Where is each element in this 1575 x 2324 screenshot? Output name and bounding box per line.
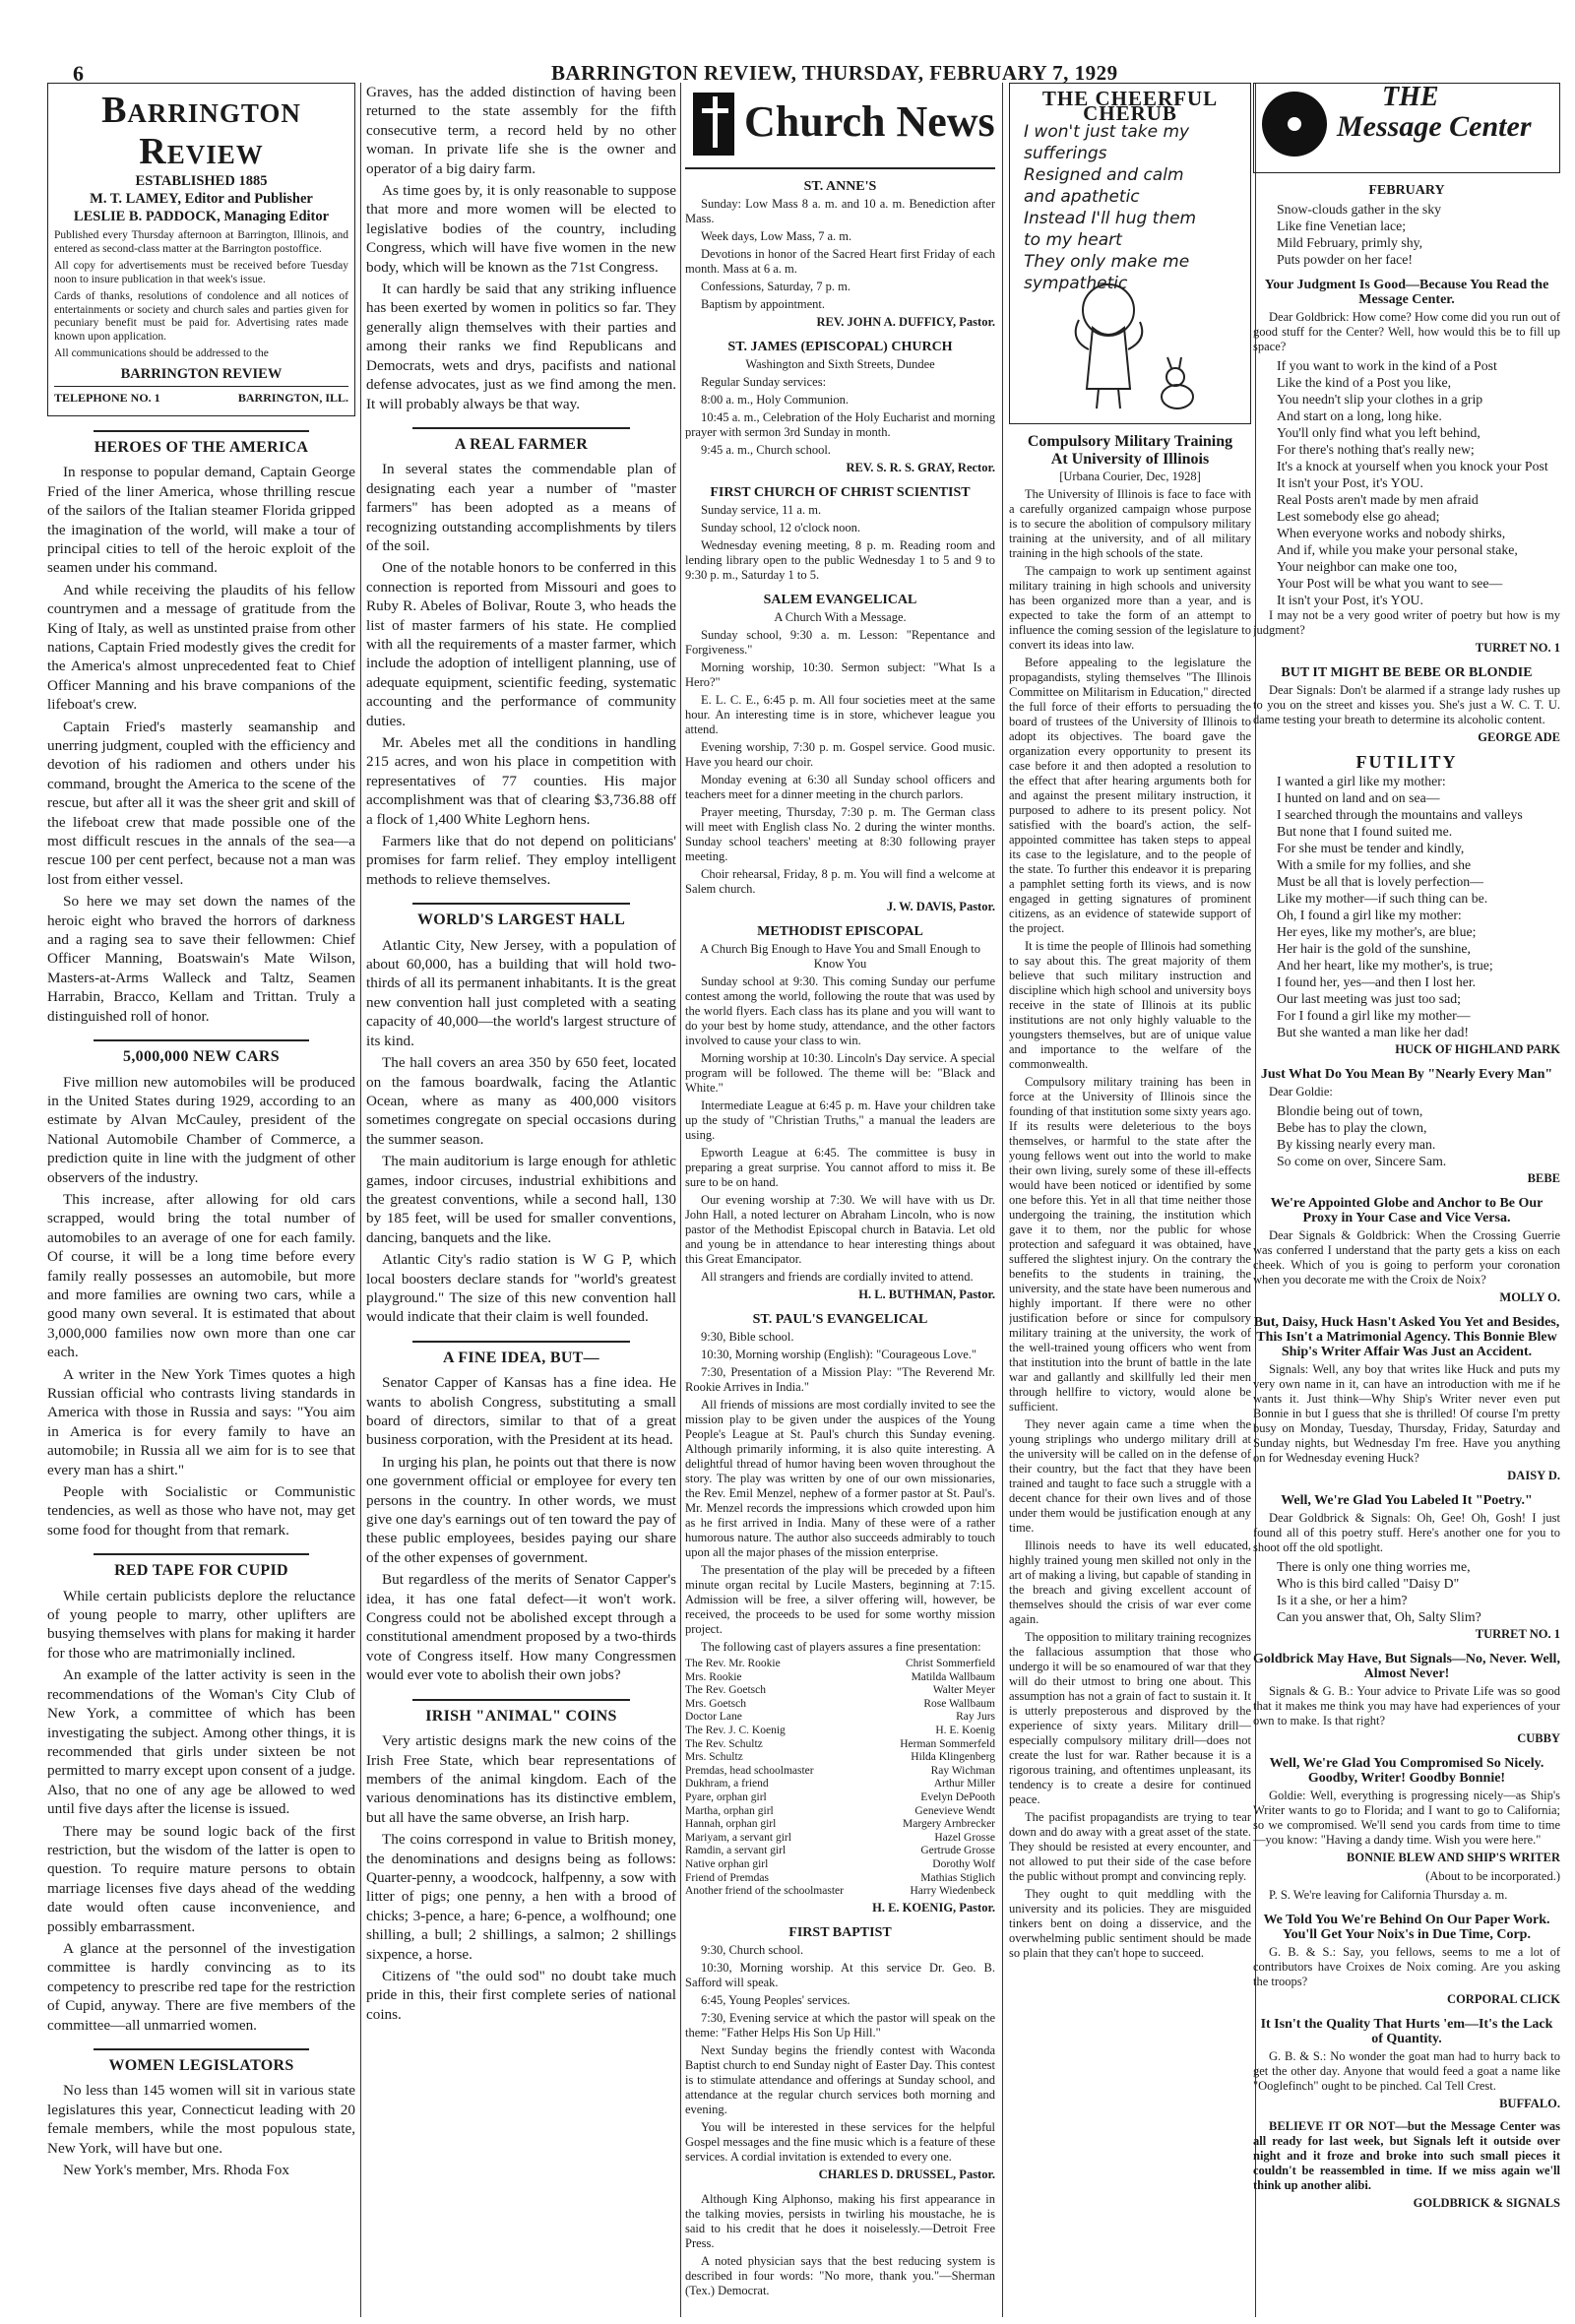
church-heading: FIRST BAPTIST — [788, 1924, 892, 1940]
cast-role: Another friend of the schoolmaster — [685, 1885, 844, 1898]
headline: A FINE IDEA, BUT— — [366, 1341, 676, 1367]
cast-player: Evelyn DePooth — [920, 1790, 995, 1803]
cherub-title: THE CHEERFUL CHERUB — [1041, 87, 1219, 125]
cast-role: Hannah, orphan girl — [685, 1818, 777, 1831]
cast-row — [685, 1818, 995, 1832]
paragraph: It can hardly be said that any striking influence has been exerted by women in politics so far. They generally align themselves with their parties and among their ranks we find Republicans and Democrats, wets and drys, pacifists and national defense advocates, just as we find among the men. It will probably always be that way. — [366, 281, 676, 412]
poem — [1253, 773, 1560, 1040]
church-line: Devotions in honor of the Sacred Heart first Friday of each month. Mass at 6 a. m. — [685, 247, 995, 276]
headline: HEROES OF THE AMERICA — [47, 430, 355, 457]
cast-row — [685, 1885, 995, 1899]
item-heading: FEBRUARY — [1368, 183, 1445, 198]
verse-line: sufferings — [1024, 144, 1107, 163]
article-title: Compulsory Military Training — [1027, 433, 1233, 450]
cast-row — [685, 1832, 995, 1846]
church-line: All friends of missions are most cordially invited to see the mission play to be given under the auspices of the Young People's League at St. Paul's church this Sunday evening. Although primarily informing, it is also quite interesting. A delightful thread of humor having been woven throughout the story. The play was written by one of our own missionaries, the Rev. Emil Menzel, nephew of a former pastor at St. Paul's. Mr. Menzel records the impressions which crowded upon him as he first arrived in India. Many of these were of a rather humorous nature. The author also succeeds admirably to touch upon all the major phases of the mission enterprise. — [685, 1398, 995, 1559]
paragraph: So here we may set down the names of the heroic eight who braved the horrors of darkness and a raging sea to save their fellowmen: Chief Officer Manning, Boatswain's Mate Wilson, Masters-at-Arms Walleck and Taltz, Seamen Harrabin, Bracco, Kellam and Trittan. Truly a distinguished roll of honor. — [47, 893, 355, 1025]
paragraph: One of the notable honors to be conferred in this connection is reported from Missouri and goes to Ruby R. Abeles of Bolivar, Route 3, who heads the list of master farmers of his state. He complied with all the requirements of a master farmer, which include the adoption of intelligent planning, use of adequate equipment, scientific feeding, systematic accounting and the performance of community duties. — [366, 559, 676, 729]
cast-row — [685, 1791, 995, 1805]
nameplate: Barrington Review — [101, 90, 301, 172]
cast-role: The Rev. Mr. Rookie — [685, 1658, 781, 1669]
cast-role: Native orphan girl — [685, 1857, 769, 1870]
cast-list — [685, 1658, 995, 1899]
church-heading: METHODIST EPISCOPAL — [757, 924, 923, 939]
paragraph: Very artistic designs mark the new coins of the Irish Free State, which bear representations of members of the animal kingdom. Each of the various denominations has its distinctive emblem, but all have the same obverse, an Irish harp. — [366, 1732, 676, 1826]
cross-icon-vertical — [713, 96, 718, 148]
paragraph: Graves, has the added distinction of having been returned to the state assembly for the fifth consecutive term, a record held by no other woman. In private life she is the owner and operator of a big dairy farm. — [366, 84, 676, 177]
poem-line: Like the kind of a Post you like, — [1277, 375, 1452, 390]
church-line: Sunday school, 9:30 a. m. Lesson: "Repentance and Forgiveness." — [685, 628, 995, 657]
pastor-signature: H. E. KOENIG, Pastor. — [872, 1900, 995, 1915]
cast-player: Ray Jurs — [956, 1711, 995, 1724]
poem-line: Bebe has to play the clown, — [1277, 1120, 1427, 1135]
paragraph: Atlantic City, New Jersey, with a population of about 60,000, has a building that will hold two-thirds of all its permanent inhabitants. It is the great new convention hall just completed with a seating capacity of 40,000—the world's largest structure of its kind. — [366, 936, 676, 1049]
paragraph: The pacifist propagandists are trying to tear down and do away with a great asset of the state. They should be resisted at every encounter, and not allowed to put their side of the case before the public without prompt and convincing reply. — [1009, 1810, 1251, 1883]
pastor-signature: REV. S. R. S. GRAY, Rector. — [846, 461, 995, 474]
message-center-the: THE — [1382, 83, 1439, 112]
poem-line: Oh, I found a girl like my mother: — [1277, 908, 1462, 922]
cast-row — [685, 1845, 995, 1858]
cast-player: H. E. Koenig — [935, 1724, 995, 1736]
church-heading: ST. JAMES (EPISCOPAL) CHURCH — [727, 340, 953, 354]
letter: Goldie: Well, everything is progressing nicely—as Ship's Writer wants to go to Florida; and I want to go to California; so we compromised. We'll send you cards from time to time—you know: "Having a dandy time. Wish you were here." — [1253, 1789, 1560, 1847]
letter: P. S. We're leaving for California Thursday a. m. — [1269, 1888, 1508, 1902]
church-line: Regular Sunday services: — [701, 375, 827, 389]
cast-player: Matilda Wallbaum — [911, 1670, 995, 1683]
paragraph: Captain Fried's masterly seamanship and unerring judgment, coupled with the efficiency and devotion of his radiomen and others under his command, brought the America to the scene of the rescue, but after all it was the sheer grit and skill of the lifeboat crew that made possible one of the most difficult rescues in the annals of the sea—a rescue 100 per cent perfect, because not a man was lost from either vessel. — [47, 718, 355, 888]
cast-role: Friend of Premdas — [685, 1871, 769, 1884]
verse-line: Resigned and calm — [1024, 165, 1184, 185]
paragraph: A writer in the New York Times quotes a high Russian official who contrasts living standards in America with those in Russia and says: "You aim in America is for every family to have an automobile; in Russia all we aim for is to see that every man has a shirt." — [47, 1365, 355, 1478]
cast-player: Walter Meyer — [932, 1684, 995, 1697]
cast-row — [685, 1711, 995, 1725]
headline: WOMEN LEGISLATORS — [47, 2048, 355, 2075]
church-line: Monday evening at 6:30 all Sunday school officers and teachers meet for a dinner meeting in the church parlors. — [685, 773, 995, 801]
column-3 — [685, 83, 995, 2312]
church-line: E. L. C. E., 6:45 p. m. All four societies meet at the same hour. An interesting time is in store, whichever league you attend. — [685, 693, 995, 736]
church-line: 9:45 a. m., Church school. — [701, 443, 831, 457]
poem-line: Like my mother—if such thing can be. — [1277, 891, 1488, 906]
letter: Dear Goldbrick: How come? How come did you run out of good stuff for the Center? Well, how would this be to fill up space? — [1253, 310, 1560, 353]
poem-line: Blondie being out of town, — [1277, 1103, 1423, 1118]
cast-row — [685, 1671, 995, 1685]
poem-line: Lest somebody else go ahead; — [1277, 509, 1440, 524]
verse-line: sympathetic — [1024, 274, 1128, 293]
cast-role: Ramdin, a servant girl — [685, 1845, 787, 1857]
paragraph: Atlantic City's radio station is W G P, which local boosters declare stands for "world's greatest playground." The size of this new convention hall would indicate that their claim is well founded. — [366, 1251, 676, 1326]
church-heading: SALEM EVANGELICAL — [763, 593, 917, 607]
masthead: BARRINGTON REVIEW, THURSDAY, FEBRUARY 7, 1929 — [551, 61, 1118, 85]
poem-line: Like fine Venetian lace; — [1277, 219, 1407, 233]
cast-role: Mrs. Goetsch — [685, 1697, 746, 1710]
headline: RED TAPE FOR CUPID — [47, 1553, 355, 1580]
poem-line: Is it a she, or her a him? — [1277, 1593, 1408, 1607]
nameplate-footer — [54, 386, 348, 408]
cast-row — [685, 1658, 995, 1671]
poem-line: So come on over, Sincere Sam. — [1277, 1154, 1447, 1168]
paragraph: As time goes by, it is only reasonable to suppose that more and more women will be elected to legislative bodies of the country, including Congress, which will have five women in the new body, which will be known as the 71st Congress. — [366, 182, 676, 276]
signature: GEORGE ADE — [1478, 730, 1560, 744]
item-heading: We Told You We're Behind On Our Paper Work. You'll Get Your Noix's in Due Time, Corp. — [1263, 1913, 1550, 1942]
cast-row — [685, 1725, 995, 1738]
cast-row — [685, 1778, 995, 1791]
paragraph: No less than 145 women will sit in various state legislatures this year, Connecticut leading with 20 female members, while the most populous state, New York, will have but one. — [47, 2082, 355, 2157]
item-heading: FUTILITY — [1355, 752, 1458, 772]
town: BARRINGTON, ILL. — [237, 390, 348, 405]
poem-line: Real Posts aren't made by men afraid — [1277, 492, 1479, 507]
church-line: Prayer meeting, Thursday, 7:30 p. m. The German class will meet with English class No. 2 during the winter months. Sunday school teachers' meeting at 8:30 following prayer meeting. — [685, 805, 995, 863]
cast-role: Pyare, orphan girl — [685, 1790, 767, 1803]
paragraph: Citizens of "the ould sod" no doubt take much pride in this, their first complete series of national coins. — [366, 1967, 676, 2023]
poem-line: Mild February, primly shy, — [1277, 235, 1423, 250]
church-line: 9:30, Bible school. — [701, 1330, 794, 1344]
church-line: Epworth League at 6:45. The committee is busy in preparing a great surprise. You cannot afford to miss it. Be sure to be on hand. — [685, 1146, 995, 1189]
paragraph: The opposition to military training recognizes the fallacious assumption that those who undergo it will be so enamoured of war that they will do their utmost to bring one about. This assumption has not a grain of fact to sustain it. It is utterly preposterous and disproved by the experience of sixty years. Military drill—especially compulsory military drill—does not create the lust for war. Rather because it is a rigorous training, and oftentimes unpleasant, its tendency is to create a desire for continued peace. — [1009, 1630, 1251, 1806]
poem-line: But none that I found suited me. — [1277, 824, 1453, 839]
established: ESTABLISHED 1885 — [135, 173, 268, 189]
church-subheading: A Church Big Enough to Have You and Small Enough to Know You — [699, 942, 981, 971]
address-note: All communications should be addressed to the — [54, 347, 269, 359]
church-line: Week days, Low Mass, 7 a. m. — [701, 229, 852, 243]
paragraph: Senator Capper of Kansas has a fine idea. He wants to abolish Congress, substituting a small board of directors, similar to that of a great business corporation, with the President at its head. — [366, 1374, 676, 1449]
poem — [1253, 1102, 1560, 1169]
letter: Signals: Well, any boy that writes like Huck and puts my very own name in it, can have an introduction with me if he wants it. Just think—Why Ship's Writer never even put Bonnie in but I guess that she is thrilled! Of course I'm pretty busy on Monday, Tuesday, Thursday, Friday, Saturday and Sunday nights, but Wednesday I'm free. Have you anything on for Wednesday evening Huck? — [1253, 1362, 1560, 1465]
church-line: Intermediate League at 6:45 p. m. Have your children take up the study of "Christian Truths," a manual the leaders are using. — [685, 1099, 995, 1142]
paragraph: In urging his plan, he points out that there is now one government official or employee for every ten persons in the country. In other words, we must give one day's earnings out of ten toward the pay of these public employees, besides paying our share of the other expenses of government. — [366, 1453, 676, 1566]
paragraph: People with Socialistic or Communistic tendencies, as well as those who have not, may get some food for thought from that remark. — [47, 1483, 355, 1539]
column-1 — [47, 83, 355, 2312]
poem — [1253, 1558, 1560, 1625]
closing-note: BELIEVE IT OR NOT—but the Message Center was all ready for last week, but Signals left it outside over night and it froze and broke into such small pieces it couldn't be reassembled in time. If we miss again we'll think up another alibi. — [1253, 2119, 1560, 2192]
letter: Dear Signals & Goldbrick: When the Crossing Guerrie was conferred I understand that the party gets a kiss on each cheek. Which of you is going to perform your coronation when you decorate me with the Croix de Noix? — [1253, 1228, 1560, 1287]
page-number: 6 — [73, 61, 84, 86]
church-line: 9:30, Church school. — [701, 1942, 804, 1957]
paragraph: They ought to quit meddling with the university and its policies. They are misguided tinkers bent on doing a disservice, and the overwhelming public sentiment should be made so plain that they can't hope to succeed. — [1009, 1887, 1251, 1960]
poem-line: By kissing nearly every man. — [1277, 1137, 1436, 1152]
headline: WORLD'S LARGEST HALL — [366, 903, 676, 929]
cherub-illustration — [1049, 271, 1217, 418]
cast-player: Ray Wichman — [930, 1764, 995, 1777]
cast-row — [685, 1698, 995, 1712]
cast-player: Christ Sommerfield — [905, 1658, 995, 1669]
poem-line: It isn't your Post, it's YOU. — [1277, 475, 1423, 490]
verse-line: and apathetic — [1024, 187, 1140, 207]
signature: TURRET NO. 1 — [1475, 1627, 1560, 1641]
paragraph: Before appealing to the legislature the propagandists, styling themselves "The Illinois Committee on Militarism in Education," directed the full force of their efforts to persuading the board of trustees of the University of Illinois to adopt its objectives. The board gave the organization every opportunity to present its case before it and then adopted a resolution to the effect that after hearing arguments both for and against the present military instruction, it purposed to adhere to its present policy. Not satisfied with the board's action, the self-appointed committee has taken steps to appeal its case to the legislature, and to the people of the state. To further this endeavor it is preparing a pamphlet setting forth its views, and is now engaged in getting signatures of prominent citizens, as an evidence of statewide support of the project. — [1009, 656, 1251, 935]
cast-player: Gertrude Grosse — [920, 1845, 995, 1857]
editor-line: M. T. LAMEY, Editor and Publisher — [90, 191, 313, 207]
paragraph: A glance at the personnel of the investigation committee is hardly convincing as to its competency to prescribe red tape for the restriction of Cupid, anyway. There are five members of the committee—all unmarried women. — [47, 1939, 355, 2034]
poem-line: When everyone works and nobody shirks, — [1277, 526, 1506, 540]
pastor-signature: J. W. DAVIS, Pastor. — [886, 900, 995, 913]
church-subheading: Washington and Sixth Streets, Dundee — [745, 357, 935, 371]
article-source: [Urbana Courier, Dec, 1928] — [1059, 470, 1201, 483]
verse-line: Instead I'll hug them — [1024, 209, 1197, 228]
poem-line: It's a knock at yourself when you knock your Post — [1277, 459, 1548, 473]
cast-player: Hilda Klingenberg — [911, 1751, 995, 1764]
paragraph: The campaign to work up sentiment against military training in high schools and university has been organized more than a year, and is expected to take the form of an attempt to influence the coming session of the legislature to convert its ideas into law. — [1009, 564, 1251, 652]
poem-line: Puts powder on her face! — [1277, 252, 1413, 267]
paragraph: The coins correspond in value to British money, the denominations and designs being as follows: Quarter-penny, a woodcock, halfpenny, a sow with litter of pigs; one penny, a hen with a brood of chicks; 3-pence, a hare; 6-pence, a wolfhound; one shilling, a bull; 2 shillings, a salmon; 2 shillings sixpence, a horse. — [366, 1831, 676, 1963]
poem-line: Can you answer that, Oh, Salty Slim? — [1277, 1609, 1481, 1624]
poem-line: For there's nothing that's really new; — [1277, 442, 1475, 457]
poem-line: Who is this bird called "Daisy D" — [1277, 1576, 1460, 1591]
message-center-banner — [1253, 83, 1560, 173]
verse-line: I won't just take my — [1024, 122, 1190, 142]
paragraph: But regardless of the merits of Senator Capper's idea, it has one fatal defect—it won't work. Congress could not be abolished except through a constitutional amendment proposed by a two-thirds vote of Congress itself. How many Congressmen would ever vote to abolish their own jobs? — [366, 1571, 676, 1684]
church-line: Wednesday evening meeting, 8 p. m. Reading room and lending library open to the public Wednesday 1 to 5 and 9 to 9:30 p. m., Saturday 1 to 5. — [685, 538, 995, 582]
item-heading: Your Judgment Is Good—Because You Read the Message Center. — [1264, 278, 1549, 307]
article-title: At University of Illinois — [1050, 451, 1210, 468]
column-2 — [366, 83, 676, 2312]
church-line: Sunday school at 9:30. This coming Sunday our perfume contest among the world, following the route that was used by the world flyers. Each class has its plane and you will want to do your best by home study, attendance, and the other factors involved to cause your class to win. — [685, 974, 995, 1047]
emblem-icon — [1262, 92, 1327, 157]
pastor-signature: REV. JOHN A. DUFFICY, Pastor. — [816, 315, 995, 329]
letter: Signals & G. B.: Your advice to Private Life was so good that it makes me think you may have had experiences of your own to make. Is that right? — [1253, 1684, 1560, 1727]
paragraph: While certain publicists deplore the reluctance of young people to marry, other uplifters are busying themselves with plans for making it harder for those who are matrimonially inclined. — [47, 1587, 355, 1662]
cast-player: Arthur Miller — [933, 1778, 995, 1790]
church-line: 7:30, Presentation of a Mission Play: "The Reverend Mr. Rookie Arrives in India." — [685, 1365, 995, 1394]
church-line: The presentation of the play will be preceded by a fifteen minute organ recital by Lucile Masters, beginning at 7:15. Admission will be free, a silver offering will, however, be received, the proceeds to be used for some worthy mission project. — [685, 1563, 995, 1636]
cast-player: Dorothy Wolf — [932, 1857, 995, 1870]
poem-line: Her hair is the gold of the sunshine, — [1277, 941, 1471, 956]
cast-player: Mathias Stiglich — [920, 1871, 995, 1884]
signature: GOLDBRICK & SIGNALS — [1413, 2196, 1560, 2210]
poem-line: I hunted on land and on sea— — [1277, 790, 1440, 805]
poem-line: Snow-clouds gather in the sky — [1277, 202, 1442, 217]
nameplate-box — [47, 83, 355, 416]
cast-role: Mrs. Rookie — [685, 1670, 742, 1683]
poem-line: But she wanted a man like her dad! — [1277, 1025, 1470, 1039]
paragraph: The main auditorium is large enough for athletic games, indoor circuses, industrial exhibitions and the greatest conventions, while a second hall, 130 by 185 feet, will be used for smaller conventions, dancing, banquets and the like. — [366, 1153, 676, 1246]
church-line: All strangers and friends are cordially invited to attend. — [701, 1270, 974, 1284]
headline: IRISH "ANIMAL" COINS — [366, 1699, 676, 1726]
church-subheading: A Church With a Message. — [774, 610, 907, 624]
church-line: 6:45, Young Peoples' services. — [701, 1992, 850, 2007]
paragraph: In response to popular demand, Captain George Fried of the liner America, whose thrilling rescue of the sailors of the Italian steamer Florida gripped the imagination of the world, will make a tour of principal cities to tell of the heroic exploit of the seamen under his command. — [47, 464, 355, 577]
signature-note: (About to be incorporated.) — [1425, 1869, 1560, 1883]
pastor-signature: CHARLES D. DRUSSEL, Pastor. — [818, 2167, 995, 2181]
signature: BUFFALO. — [1499, 2097, 1560, 2110]
item-heading: BUT IT MIGHT BE BEBE OR BLONDIE — [1281, 665, 1533, 680]
filler-item: A noted physician says that the best reducing system is described in four words: "No more, thank you."—Sherman (Tex.) Democrat. — [685, 2253, 995, 2297]
column-4 — [1009, 83, 1251, 2312]
cards-note: Cards of thanks, resolutions of condolence and all notices of entertainments or society and church sales and parties given for pecuniary benefit must be paid for. Advertising rates made known upon application. — [54, 290, 348, 343]
cast-row — [685, 1805, 995, 1819]
item-heading: But, Daisy, Huck Hasn't Asked You Yet and Besides, This Isn't a Matrimonial Agency. This Bonnie Blew Ship's Writer Affair Was Just an Accident. — [1253, 1315, 1560, 1359]
signature: MOLLY O. — [1499, 1290, 1560, 1304]
cherub-verse — [1024, 121, 1240, 294]
poem-line: Must be all that is lovely perfection— — [1277, 874, 1483, 889]
paragraph: Compulsory military training has been in force at the University of Illinois since the founding of that institution some sixty years ago. If its results were deleterious to the boys themselves, or harmful to the state after the young fellows went out into the world to make their own living, surely some of these ill-effects would have been noticed or identified by some one before this. Yet in all that time neither those undergoing the training, the institution which gave it to them, nor the public for whose protection and safeguard it was obtained, have suffered the slightest injury. On the contrary the benefits to the students in training, the university, and the state have been numerous and highly important. If there were no other justification before or since for compulsory military training at the university, the work of the well-trained young officers who went from that institution into the brunt of battle in the late war and gallantly and skillfully led their men through hellfire to victory, would alone be sufficient. — [1009, 1075, 1251, 1413]
cast-player: Rose Wallbaum — [923, 1697, 995, 1710]
cast-role: Mariyam, a servant girl — [685, 1831, 791, 1844]
cast-row — [685, 1751, 995, 1765]
letter: Dear Goldbrick & Signals: Oh, Gee! Oh, Gosh! I just found all of this poetry stuff. Here's another one for you to shoot off the old spotlight. — [1253, 1511, 1560, 1554]
church-line: 7:30, Evening service at which the pastor will speak on the theme: "Father Helps His Son Up Hill." — [685, 2010, 995, 2040]
church-line: Our evening worship at 7:30. We will have with us Dr. John Hall, a noted lecturer on Abraham Lincoln, who is now pastor of the Methodist Episcopal church in Batavia. Let old and young be in attendance to hear interesting things about this Great Emancipator. — [685, 1193, 995, 1266]
poem-line: You'll only find what you left behind, — [1277, 425, 1480, 440]
paragraph: Illinois needs to have its well educated, highly trained young men skilled not only in the art of making a living, but capable of standing in the breach and giving excellent account of themselves should the crisis of war ever come again. — [1009, 1539, 1251, 1626]
column-rule — [680, 83, 681, 2317]
cast-role: Martha, orphan girl — [685, 1804, 774, 1817]
church-heading: ST. PAUL'S EVANGELICAL — [752, 1312, 928, 1327]
letter: Dear Signals: Don't be alarmed if a strange lady rushes up to you on the street and kisses you. She's just a W. C. T. U. dame testing your breath to determine its alcoholic content. — [1253, 683, 1560, 726]
church-line: Morning worship, 10:30. Sermon subject: "What Is a Hero?" — [685, 660, 995, 689]
signature: DAISY D. — [1507, 1469, 1560, 1482]
church-line: 8:00 a. m., Holy Communion. — [701, 393, 849, 407]
cast-role: The Rev. Goetsch — [685, 1684, 766, 1697]
church-line: The following cast of players assures a fine presentation: — [701, 1640, 981, 1654]
church-line: Choir rehearsal, Friday, 8 p. m. You will find a welcome at Salem church. — [685, 867, 995, 896]
publication-note: Published every Thursday afternoon at Barrington, Illinois, and entered as second-class matter at the Barrington postoffice. — [54, 229, 348, 255]
poem — [1253, 201, 1560, 268]
cast-player: Harry Wiedenbeck — [910, 1885, 995, 1898]
poem-line: I searched through the mountains and valleys — [1277, 807, 1523, 822]
paragraph: There may be sound logic back of the first restriction, but the wisdom of the latter is open to question. To require mature persons to obtain marriage licenses five days ahead of the wedding date would often cause inconvenience, and possibly embarrassment. — [47, 1822, 355, 1935]
item-heading: Well, We're Glad You Labeled It "Poetry." — [1281, 1493, 1533, 1508]
church-line: Sunday school, 12 o'clock noon. — [701, 521, 860, 534]
cast-role: Dukhram, a friend — [685, 1778, 769, 1790]
church-line: You will be interested in these services for the helpful Gospel messages and the fine music which is a feature of these services. A cordial invitation is extended to every one. — [685, 2119, 995, 2164]
church-line: Baptism by appointment. — [701, 297, 826, 311]
message-center-title: Message Center — [1337, 110, 1532, 143]
item-heading: Just What Do You Mean By "Nearly Every Man" — [1260, 1067, 1553, 1082]
copy-note: All copy for advertisements must be received before Tuesday noon to insure publication in that week's issue. — [54, 260, 348, 285]
poem-line: And start on a long, long hike. — [1277, 408, 1442, 423]
verse-line: They only make me — [1024, 252, 1190, 272]
church-line: Sunday service, 11 a. m. — [701, 503, 822, 517]
paragraph: New York's member, Mrs. Rhoda Fox — [63, 2162, 289, 2179]
poem-line: Her eyes, like my mother's, are blue; — [1277, 924, 1477, 939]
cast-role: Mrs. Schultz — [685, 1751, 743, 1764]
church-line: 10:30, Morning worship. At this service Dr. Geo. B. Safford will speak. — [685, 1960, 995, 1989]
headline: A REAL FARMER — [366, 427, 676, 454]
cast-role: The Rev. J. C. Koenig — [685, 1724, 786, 1736]
signature: TURRET NO. 1 — [1475, 641, 1560, 655]
item-heading: Goldbrick May Have, But Signals—No, Never. Well, Almost Never! — [1253, 1652, 1560, 1681]
church-line: 10:45 a. m., Celebration of the Holy Eucharist and morning prayer with sermon 3rd Sunday in month. — [685, 410, 995, 439]
church-line: 10:30, Morning worship (English): "Courageous Love." — [701, 1348, 976, 1361]
cast-player: Hazel Grosse — [934, 1831, 995, 1844]
cheerful-cherub-box — [1009, 83, 1251, 424]
column-rule — [360, 83, 361, 2317]
paragraph: Mr. Abeles met all the conditions in handling 215 acres, and won his place in competition with representatives of 77 counties. His major accomplishment was that of clearing $3,736.88 off a flock of 1,400 White Leghorn hens. — [366, 734, 676, 828]
poem — [1253, 357, 1560, 608]
church-line: Sunday: Low Mass 8 a. m. and 10 a. m. Benediction after Mass. — [685, 197, 995, 225]
church-heading: ST. ANNE'S — [803, 179, 877, 194]
cast-player: Genevieve Wendt — [914, 1804, 995, 1817]
column-rule — [1002, 83, 1003, 2317]
cast-role: Premdas, head schoolmaster — [685, 1764, 814, 1777]
telephone: TELEPHONE NO. 1 — [54, 390, 160, 405]
poem-line: You needn't slip your clothes in a grip — [1277, 392, 1483, 407]
poem-line: For she must be tender and kindly, — [1277, 841, 1465, 855]
item-heading: Well, We're Glad You Compromised So Nicely. Goodby, Writer! Goodby Bonnie! — [1269, 1756, 1544, 1786]
cast-row — [685, 1858, 995, 1872]
poem-line: Your Post will be what you want to see— — [1277, 576, 1503, 591]
filler-item: Although King Alphonso, making his first appearance in the talking movies, persists in twirling his moustache, he is said to his credit that he does it noiselessly.—Detroit Free Press. — [685, 2191, 995, 2250]
paragraph: The University of Illinois is face to face with a carefully organized campaign whose purpose is to secure the abolition of compulsory military training at the university, and of all military training in the high schools of the state. — [1009, 487, 1251, 560]
paragraph: It is time the people of Illinois had something to say about this. The great majority of them believe that such military instruction and discipline which high school and university boys receive in the state of Illinois at its public institutions are not only highly valuable to the youngsters themselves, but are of unique value and importance to the welfare of the commonwealth. — [1009, 939, 1251, 1071]
item-heading: It Isn't the Quality That Hurts 'em—It's the Lack of Quantity. — [1260, 2017, 1553, 2046]
cast-role: The Rev. Schultz — [685, 1737, 763, 1750]
poem-line: And her heart, like my mother's, is true; — [1277, 958, 1493, 973]
cast-role: Doctor Lane — [685, 1711, 742, 1724]
poem-line: Your neighbor can make one too, — [1277, 559, 1458, 574]
cast-row — [685, 1872, 995, 1886]
paragraph: In several states the commendable plan of designating each year a number of "master farmers" has been adopted as a means of recognizing outstanding accomplishments by tilers of the soil. — [366, 461, 676, 554]
paragraph: They never again came a time when the young striplings who undergo military drill at the university will be called on in the defense of their country, but the fact that they have been trained and taught to face such a struggle with a decent chance for their own lives and of those under them would be justification enough at any time. — [1009, 1417, 1251, 1535]
item-heading: We're Appointed Globe and Anchor to Be Our Proxy in Your Case and Vice Versa. — [1270, 1196, 1544, 1225]
paragraph: Five million new automobiles will be produced in the United States during 1929, according to an estimate by Alvan McCauley, president of the National Automobile Chamber of Commerce, a prediction quite in line with the judgment of other observers of the industry. — [47, 1073, 355, 1186]
cast-player: Margery Arnbrecker — [903, 1818, 995, 1831]
poem-line: If you want to work in the kind of a Post — [1277, 358, 1497, 373]
poem-line: For I found a girl like my mother— — [1277, 1008, 1471, 1023]
church-news-banner — [685, 83, 995, 169]
cast-player: Herman Sommerfeld — [900, 1737, 995, 1750]
paragraph: And while receiving the plaudits of his fellow countrymen and a message of gratitude from the King of Italy, as well as unstinted praise from other nations, Captain Fried modestly gives the credit for the America's almost unprecedented feat to Chief Officer Manning and his brave companions of the lifeboat's crew. — [47, 581, 355, 714]
letter: G. B. & S.: No wonder the goat man had to hurry back to get the other day. Anyone that would feed a goat a name like "Ooglefinch" ought to be pinched. Cal Tell Crest. — [1253, 2049, 1560, 2093]
paragraph: The hall covers an area 350 by 650 feet, located on the famous boardwalk, facing the Atlantic Ocean, where as many as 400,000 visitors sometimes congregate on special occasions during the summer season. — [366, 1054, 676, 1148]
pastor-signature: H. L. BUTHMAN, Pastor. — [858, 1288, 995, 1301]
poem-line: I found her, yes—and then I lost her. — [1277, 974, 1477, 989]
letter: I may not be a very good writer of poetry but how is my judgment? — [1253, 608, 1560, 637]
signature: CUBBY — [1517, 1731, 1560, 1745]
church-news-title: Church News — [744, 97, 995, 146]
paragraph: Farmers like that do not depend on politicians' promises for farm relief. They employ intelligent methods to relieve themselves. — [366, 833, 676, 888]
poem-line: I wanted a girl like my mother: — [1277, 774, 1446, 788]
address-name: BARRINGTON REVIEW — [120, 365, 283, 382]
church-line: Confessions, Saturday, 7 p. m. — [701, 280, 850, 293]
cast-row — [685, 1765, 995, 1779]
poem-line: With a smile for my follies, and she — [1277, 857, 1472, 872]
church-line: Next Sunday begins the friendly contest with Waconda Baptist church to end Sunday night of Easter Day. This contest is to stimulate attendance and offerings at Sunday school, and attendance at the regular church services both morning and evening. — [685, 2042, 995, 2116]
signature: CORPORAL CLICK — [1447, 1992, 1560, 2006]
church-heading: FIRST CHURCH OF CHRIST SCIENTIST — [710, 485, 971, 500]
verse-line: to my heart — [1024, 230, 1122, 250]
poem-line: Our last meeting was just too sad; — [1277, 991, 1461, 1006]
column-5 — [1253, 83, 1560, 2312]
managing-editor-line: LESLIE B. PADDOCK, Managing Editor — [73, 209, 330, 224]
church-line: Morning worship at 10:30. Lincoln's Day service. A special program will be followed. The theme will be: "Black and White." — [685, 1051, 995, 1095]
paragraph: This increase, after allowing for old cars scrapped, would bring the total number of automobiles to an average of one for each family. Of course, it will be a long time before every family really possesses an automobile, but more and more families are owning two cars, while a good many own several. It is estimated that about 3,000,000 families now own more than one car each. — [47, 1190, 355, 1361]
cross-icon-horizontal — [702, 108, 728, 113]
church-line: Evening worship, 7:30 p. m. Gospel service. Good music. Have you heard our choir. — [685, 740, 995, 769]
cast-row — [685, 1738, 995, 1752]
paragraph: An example of the latter activity is seen in the recommendations of the Woman's City Club of New York, a committee of which has been investigating the subject. Among other things, it is recommended that girls under sixteen be not permitted to marry except upon consent of a judge. Also, that no one of any age be allowed to wed until five days after the license is issued. — [47, 1666, 355, 1818]
cast-row — [685, 1684, 995, 1698]
letter: Dear Goldie: — [1269, 1085, 1333, 1099]
letter: G. B. & S.: Say, you fellows, seems to me a lot of contributors have Croixes de Noix coming. Are you asking the troops? — [1253, 1945, 1560, 1988]
signature: BONNIE BLEW AND SHIP'S WRITER — [1347, 1851, 1560, 1864]
signature: BEBE — [1527, 1171, 1560, 1185]
poem-line: There is only one thing worries me, — [1277, 1559, 1471, 1574]
headline: 5,000,000 NEW CARS — [47, 1039, 355, 1066]
signature: HUCK OF HIGHLAND PARK — [1395, 1042, 1560, 1056]
poem-line: And if, while you make your personal stake, — [1277, 542, 1518, 557]
poem-line: It isn't your Post, it's YOU. — [1277, 593, 1423, 607]
